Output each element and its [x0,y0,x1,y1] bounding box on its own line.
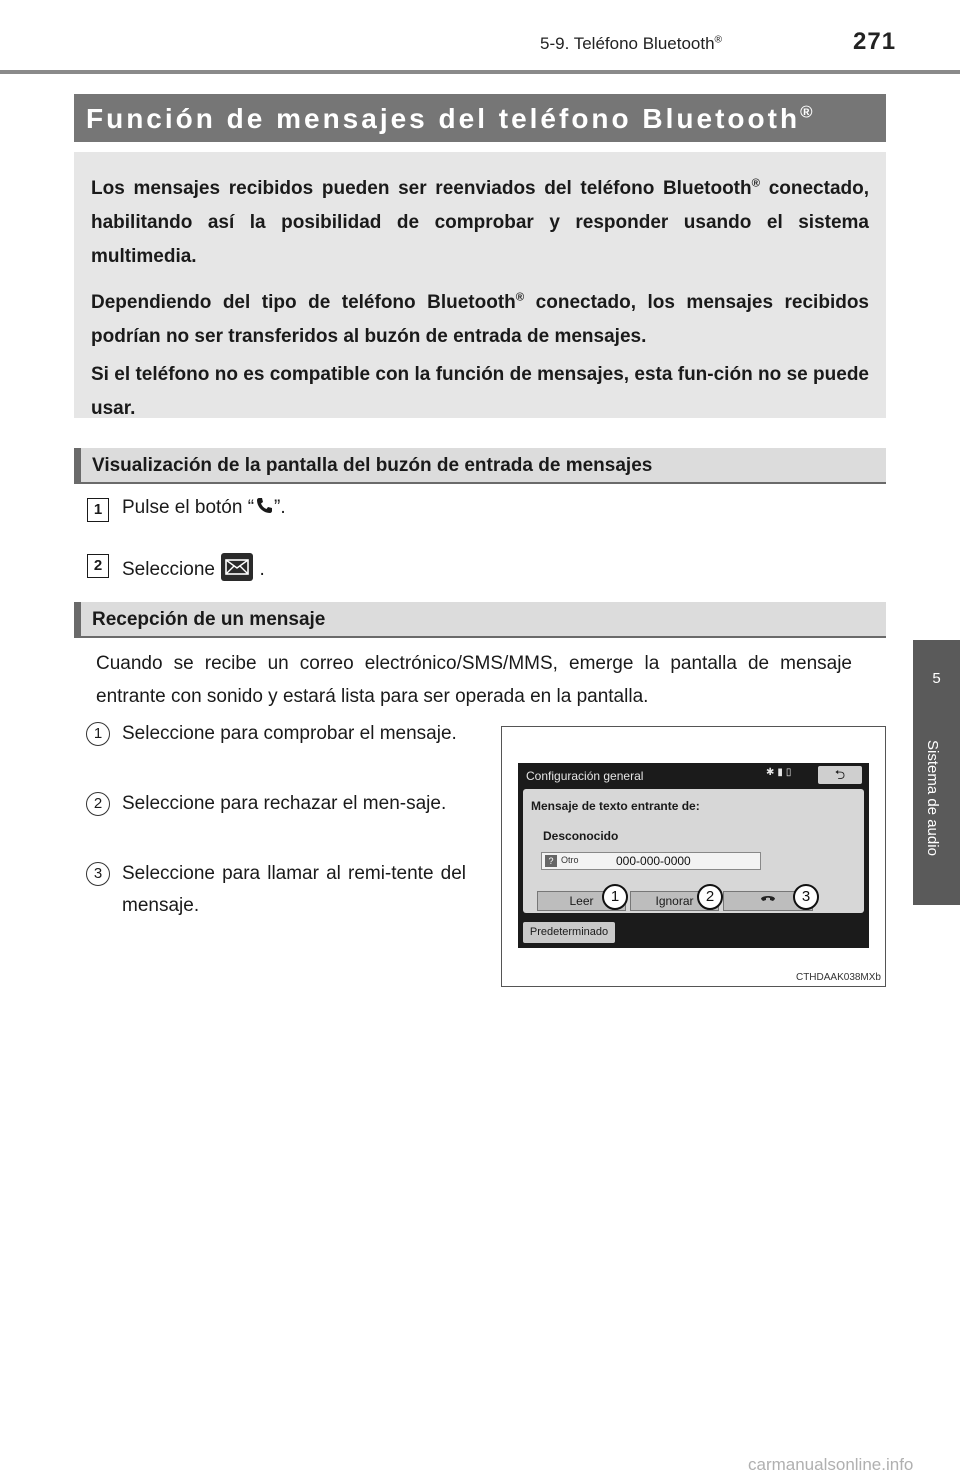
screen-title: Configuración general [526,769,644,783]
envelope-icon [220,552,254,588]
read-button[interactable]: Leer [537,891,626,911]
item-text-3: Seleccione para llamar al remi-tente del mensaje. [122,863,466,916]
page-number: 271 [853,28,897,55]
intro-paragraph-2 [91,286,869,354]
signal-icon: ▮ [777,767,786,778]
chapter-label: Sistema de audio [924,740,941,856]
step-text-part: ”. [274,497,286,519]
section-heading-receive [74,602,886,638]
page-title-text: Función de mensajes del teléfono Bluetooth [86,103,801,134]
status-icons [766,767,794,778]
header-rule [0,70,960,74]
registered-mark: ® [751,177,761,190]
intro-text: conectado, los mensajes recibidos podrían no ser transferidos al buzón de entrada de mensajes. [91,292,869,347]
section-heading-text: Recepción de un mensaje [92,609,326,630]
intro-paragraph-1 [91,172,869,274]
main-title-bar [74,94,886,142]
step-text-part: Pulse el botón “ [122,497,255,519]
intro-text: Dependiendo del tipo de teléfono Bluetooth [91,292,516,313]
item-number-2: 2 [86,792,110,816]
item-text-1: Seleccione para comprobar el mensaje. [122,723,457,744]
screen-figure [501,726,886,987]
intro-box [74,152,886,418]
sender-name: Desconocido [543,829,619,843]
watermark: carmanualsonline.info [748,1455,914,1474]
sender-field [541,852,761,870]
step-number-1: 1 [87,498,109,522]
back-button[interactable] [818,766,862,784]
step-text-part: . [259,559,265,581]
figure-code: CTHDAAK038MXb [795,972,881,983]
step-number-2: 2 [87,554,109,578]
page-title [86,103,815,135]
step-text-2 [122,552,265,588]
chapter-number: 5 [932,670,941,687]
incoming-message-panel [523,789,864,913]
intro-text: Los mensajes recibidos pueden ser reenviados del teléfono Bluetooth [91,178,752,199]
item-text-2: Seleccione para rechazar el men-saje. [122,793,447,814]
sender-number: 000-000-0000 [616,854,691,868]
callout-1: 1 [602,884,628,910]
chapter-side-tab [913,640,960,905]
receive-paragraph: Cuando se recibe un correo electrónico/SMS/MMS, emerge la pantalla de mensaje entrante con sonido y estará lista para ser operada en la pantalla. [96,653,852,707]
section-name: 5-9. Teléfono Bluetooth [540,34,715,53]
intro-text: conectado, habilitando así la posibilidad de comprobar y responder usando el sistema multimedia. [91,178,869,267]
step-text-1 [122,496,286,520]
callout-2: 2 [697,884,723,910]
item-number-1: 1 [86,722,110,746]
phone-handset-icon [760,894,776,908]
default-button[interactable]: Predeterminado [523,922,615,943]
section-heading-inbox [74,448,886,484]
multimedia-screen [518,763,869,948]
bluetooth-icon: ✱ [766,767,778,778]
registered-mark: ® [515,291,525,304]
unknown-contact-icon: ? [545,855,557,867]
registered-mark: ® [714,34,723,46]
phone-icon [254,496,274,520]
sender-type-label: Otro [561,855,579,865]
intro-paragraph-3: Si el teléfono no es compatible con la función de mensajes, esta fun-ción no se puede usar. [91,364,869,419]
section-heading-text: Visualización de la pantalla del buzón de entrada de mensajes [92,455,653,476]
message-heading: Mensaje de texto entrante de: [531,799,700,813]
battery-icon: ▯ [785,767,795,778]
callout-3: 3 [793,884,819,910]
item-number-3: 3 [86,862,110,886]
running-header [540,34,722,54]
ignore-button[interactable]: Ignorar [630,891,719,911]
step-text-part: Seleccione [122,559,215,581]
registered-mark: ® [800,102,816,122]
back-arrow-icon: ⮌ [834,767,846,782]
